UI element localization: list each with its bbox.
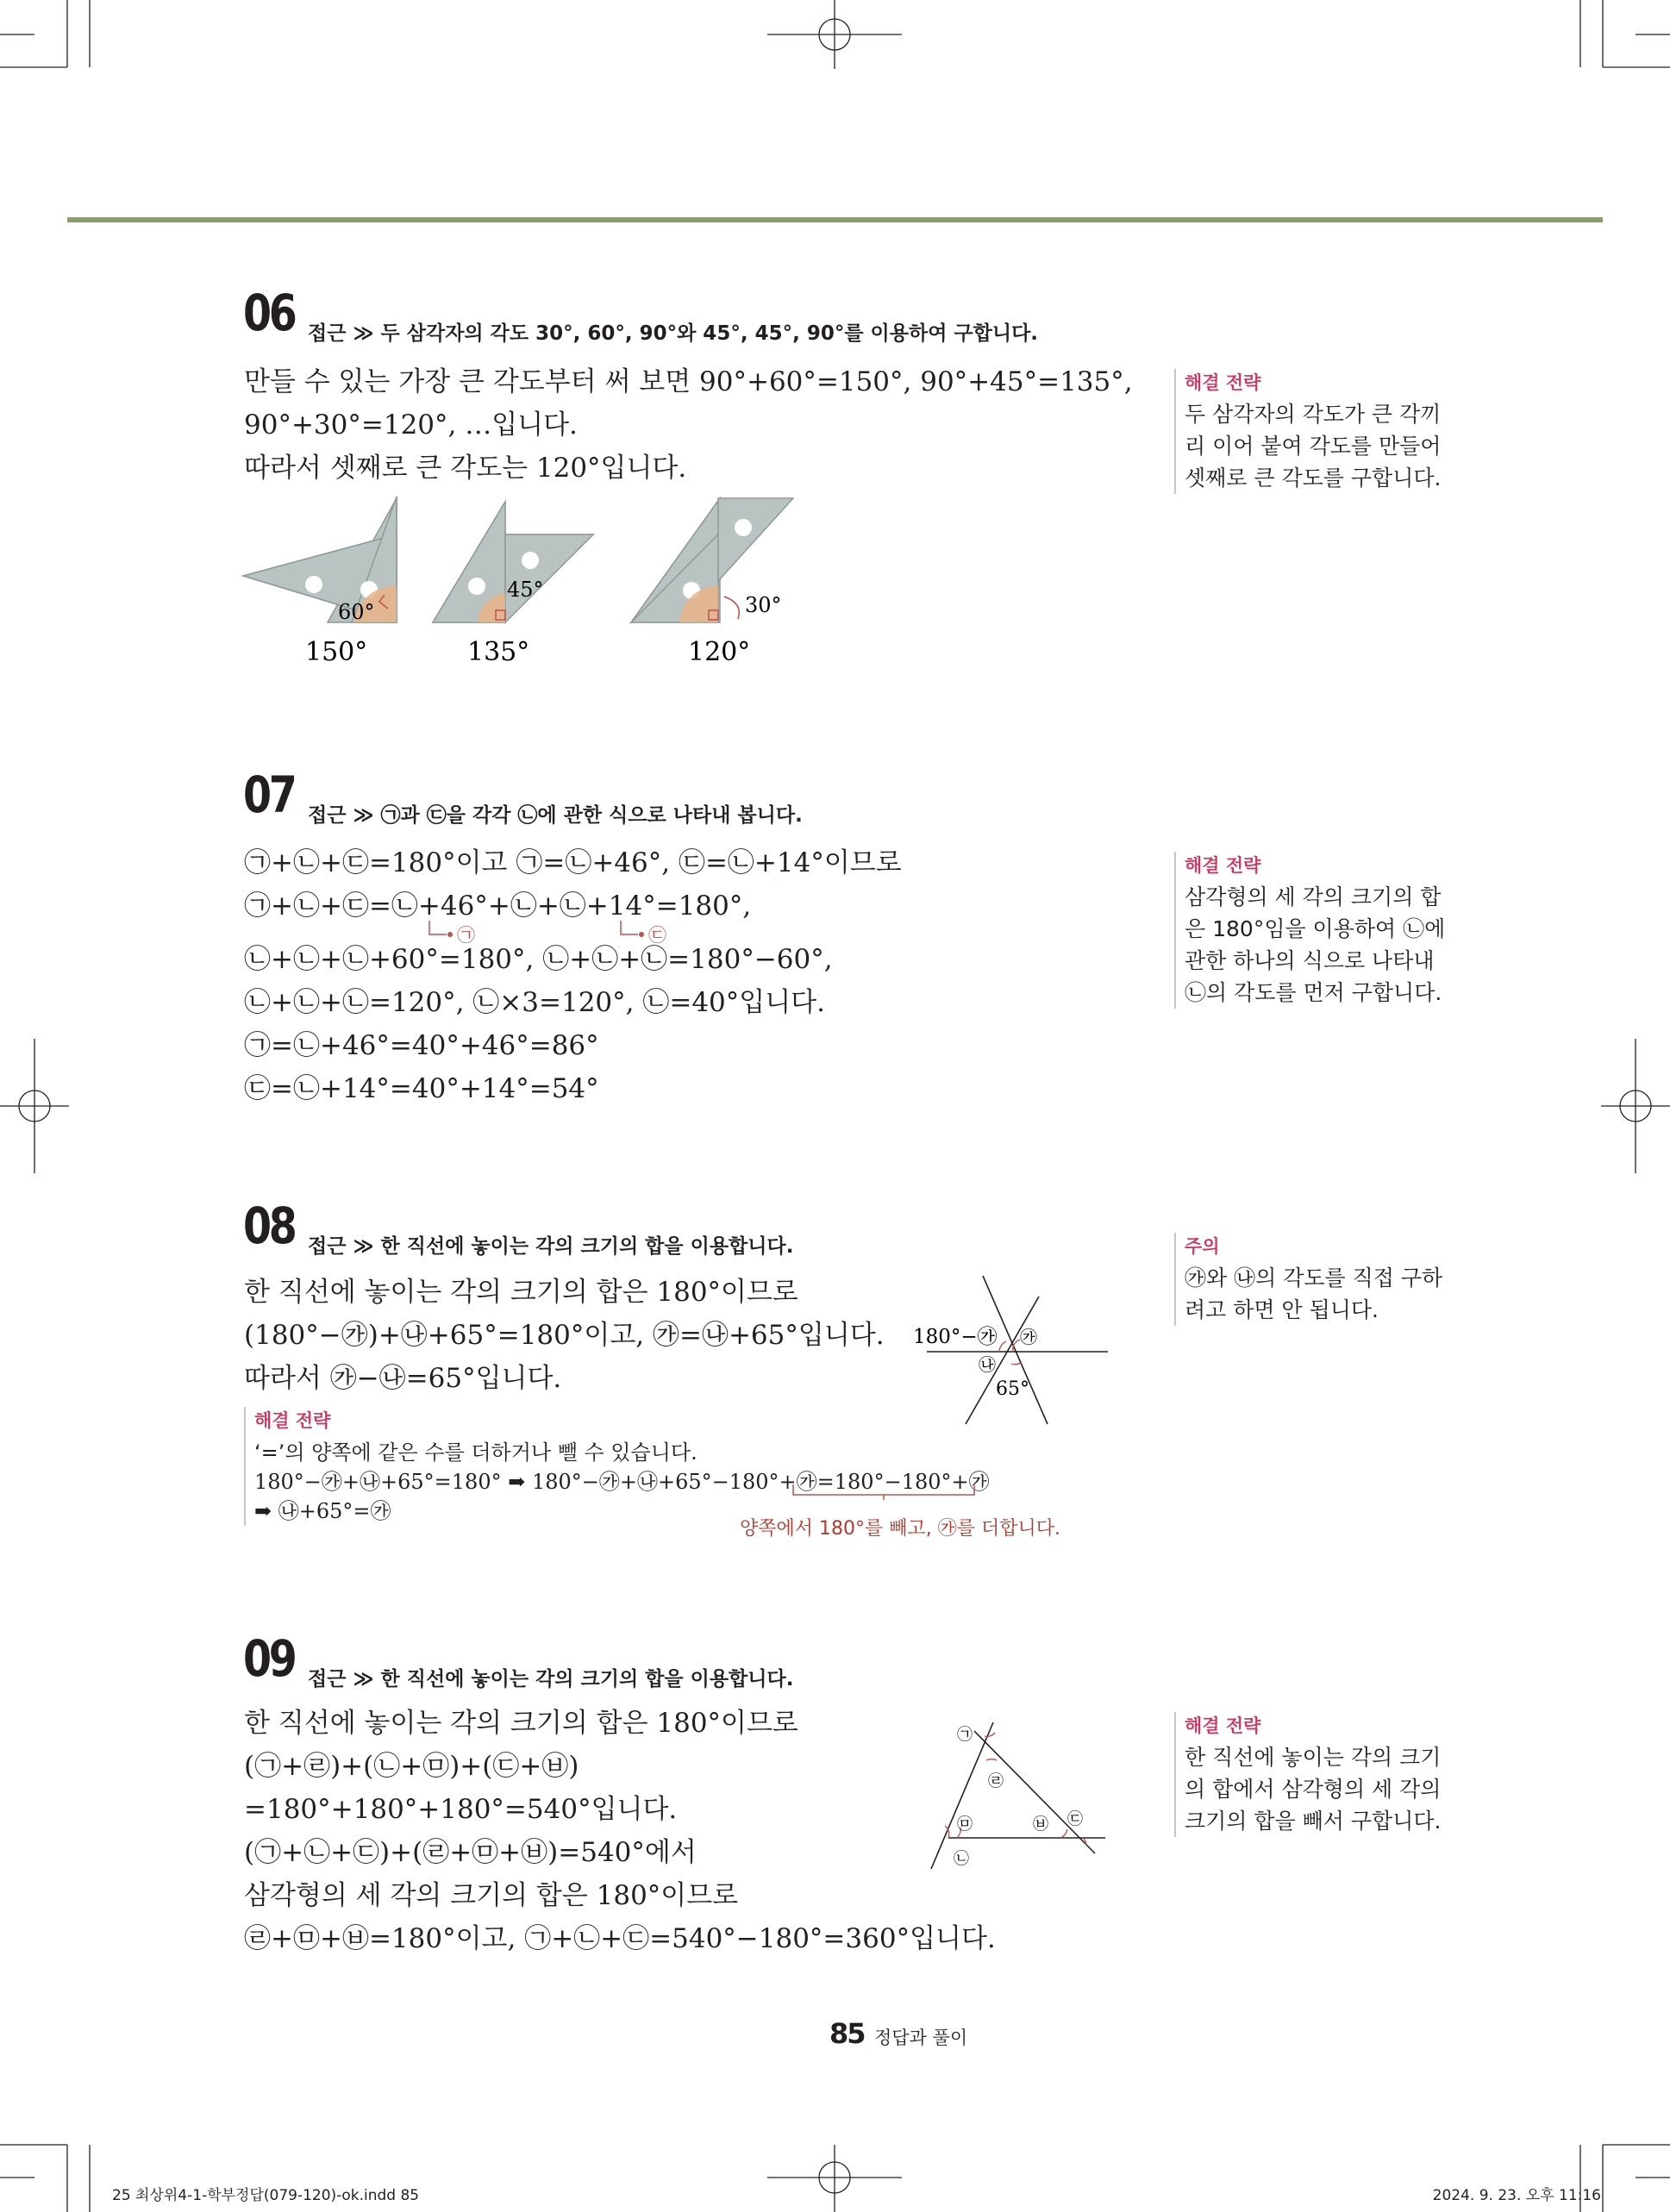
angle-label: ㉥ — [1033, 1815, 1048, 1834]
angle-label: 65° — [996, 1378, 1029, 1400]
strategy-line: 한 직선에 놓이는 각의 크기 — [1185, 1745, 1442, 1770]
tip-note: 양쪽에서 180°를 빼고, ㉮를 더합니다. — [740, 1518, 1060, 1540]
tip-box — [244, 1407, 1082, 1526]
solution-line: 삼각형의 세 각의 크기의 합은 180°이므로 — [244, 1880, 739, 1911]
approach-text: 접근 ≫ 한 직선에 놓이는 각의 크기의 합을 이용합니다. — [308, 1235, 794, 1258]
mark-label: ㉢ — [648, 925, 666, 946]
approach-text: 접근 ≫ ㉠과 ㉢을 각각 ㉡에 관한 식으로 나타내 봅니다. — [308, 804, 803, 827]
caution-box — [1174, 1233, 1460, 1326]
approach-text: 접근 ≫ 두 삼각자의 각도 30°, 60°, 90°와 45°, 45°, 90°를 이용하여 구합니다. — [308, 322, 1039, 345]
strategy-line: 은 180°임을 이용하여 ㉡에 — [1185, 916, 1446, 941]
strategy-box — [1174, 852, 1460, 1009]
solution-line: 한 직선에 놓이는 각의 크기의 합은 180°이므로 — [244, 1708, 798, 1739]
tip-line: 180°−㉮+㉯+65°=180° ➡ 180°−㉮+㉯+65°−180°+㉮=180°−180°+㉮ — [254, 1470, 990, 1494]
page-label: 정답과 풀이 — [874, 2028, 968, 2048]
strategy-line: 관한 하나의 식으로 나타내 — [1185, 948, 1435, 973]
page-number: 85 — [829, 2017, 865, 2050]
header-rule — [67, 217, 1603, 222]
angle-label: ㉢ — [1067, 1810, 1083, 1828]
strategy-line: 두 삼각자의 각도가 큰 각끼 — [1185, 402, 1442, 427]
angle-caption: 135° — [467, 637, 530, 667]
caution-title: 주의 — [1185, 1236, 1220, 1257]
solution-line: ㉣+㉤+㉥=180°이고, ㉠+㉡+㉢=540°−180°=360°입니다. — [244, 1923, 996, 1954]
solution-line: ㉠+㉡+㉢=180°이고 ㉠=㉡+46°, ㉢=㉡+14°이므로 — [244, 847, 902, 878]
solution-line: ㉠=㉡+46°=40°+46°=86° — [244, 1030, 599, 1061]
angle-lines-figure — [910, 1272, 1116, 1428]
strategy-line: 삼각형의 세 각의 크기의 합 — [1185, 884, 1442, 909]
angle-label: ㉣ — [988, 1772, 1004, 1790]
solution-line: 따라서 셋째로 큰 각도는 120°입니다. — [244, 453, 687, 484]
angle-label: ㉮ — [1020, 1327, 1037, 1347]
angle-caption: 150° — [305, 637, 368, 667]
print-timestamp: 2024. 9. 23. 오후 11:16 — [1432, 2187, 1601, 2204]
strategy-line: 크기의 합을 빼서 구합니다. — [1185, 1809, 1442, 1834]
angle-caption: 120° — [688, 637, 751, 667]
angle-label: ㉤ — [957, 1815, 973, 1834]
strategy-title: 해결 전략 — [1185, 372, 1261, 393]
solution-line: ㉡+㉡+㉡=120°, ㉡×3=120°, ㉡=40°입니다. — [244, 987, 825, 1018]
strategy-title: 해결 전략 — [1185, 1715, 1261, 1736]
tip-title: 해결 전략 — [254, 1410, 331, 1431]
strategy-box — [1174, 1712, 1460, 1837]
angle-label: 45° — [507, 578, 544, 602]
mark-label: ㉠ — [457, 925, 475, 946]
file-slug: 25 최상위4-1-학부정답(079-120)-ok.indd 85 — [112, 2187, 420, 2204]
strategy-title: 해결 전략 — [1185, 855, 1261, 876]
solution-line: =180°+180°+180°=540°입니다. — [244, 1794, 678, 1825]
triangle-figure — [923, 1715, 1112, 1879]
approach-text: 접근 ≫ 한 직선에 놓이는 각의 크기의 합을 이용합니다. — [308, 1668, 794, 1690]
tip-line: ➡ ㉯+65°=㉮ — [254, 1499, 391, 1523]
angle-label: 60° — [338, 600, 375, 624]
strategy-line: 의 합에서 삼각형의 세 각의 — [1185, 1777, 1442, 1802]
angle-label: ㉯ — [979, 1354, 996, 1375]
angle-label: ㉠ — [957, 1726, 973, 1744]
solution-line: ㉠+㉡+㉢=㉡+46°+㉡+㉡+14°=180°, — [244, 890, 752, 922]
solution-line: 한 직선에 놓이는 각의 크기의 합은 180°이므로 — [244, 1277, 798, 1308]
angle-label: 30° — [745, 593, 782, 617]
bracket-mark — [759, 1483, 991, 1500]
solution-line: 만들 수 있는 가장 큰 각도부터 써 보면 90°+60°=150°, 90°+45°=135°, — [244, 366, 1133, 397]
tip-line: ‘=’의 양쪽에 같은 수를 더하거나 뺄 수 있습니다. — [254, 1440, 697, 1465]
caution-line: ㉮와 ㉯의 각도를 직접 구하 — [1185, 1265, 1443, 1290]
solution-line: 따라서 ㉮−㉯=65°입니다. — [244, 1363, 562, 1394]
strategy-box — [1174, 369, 1460, 494]
solution-line: ㉢=㉡+14°=40°+14°=54° — [244, 1073, 599, 1104]
caution-line: 려고 하면 안 됩니다. — [1185, 1297, 1379, 1322]
set-squares-figure — [233, 491, 802, 672]
solution-line: ㉡+㉡+㉡+60°=180°, ㉡+㉡+㉡=180°−60°, — [244, 944, 833, 975]
strategy-line: 셋째로 큰 각도를 구합니다. — [1185, 466, 1442, 491]
solution-line: (㉠+㉣)+(㉡+㉤)+(㉢+㉥) — [244, 1751, 579, 1782]
solution-line: (180°−㉮)+㉯+65°=180°이고, ㉮=㉯+65°입니다. — [244, 1320, 885, 1351]
angle-label: 180°−㉮ — [913, 1326, 998, 1348]
question-number: 06 — [243, 284, 295, 342]
solution-line: (㉠+㉡+㉢)+(㉣+㉤+㉥)=540°에서 — [244, 1837, 697, 1868]
angle-label: ㉡ — [954, 1850, 969, 1868]
strategy-line: ㉡의 각도를 먼저 구합니다. — [1185, 980, 1442, 1005]
question-number: 07 — [243, 765, 295, 824]
solution-line: 90°+30°=120°, …입니다. — [244, 409, 578, 441]
question-number: 08 — [243, 1197, 295, 1255]
question-number: 09 — [243, 1629, 295, 1688]
strategy-line: 리 이어 붙여 각도를 만들어 — [1185, 434, 1442, 459]
